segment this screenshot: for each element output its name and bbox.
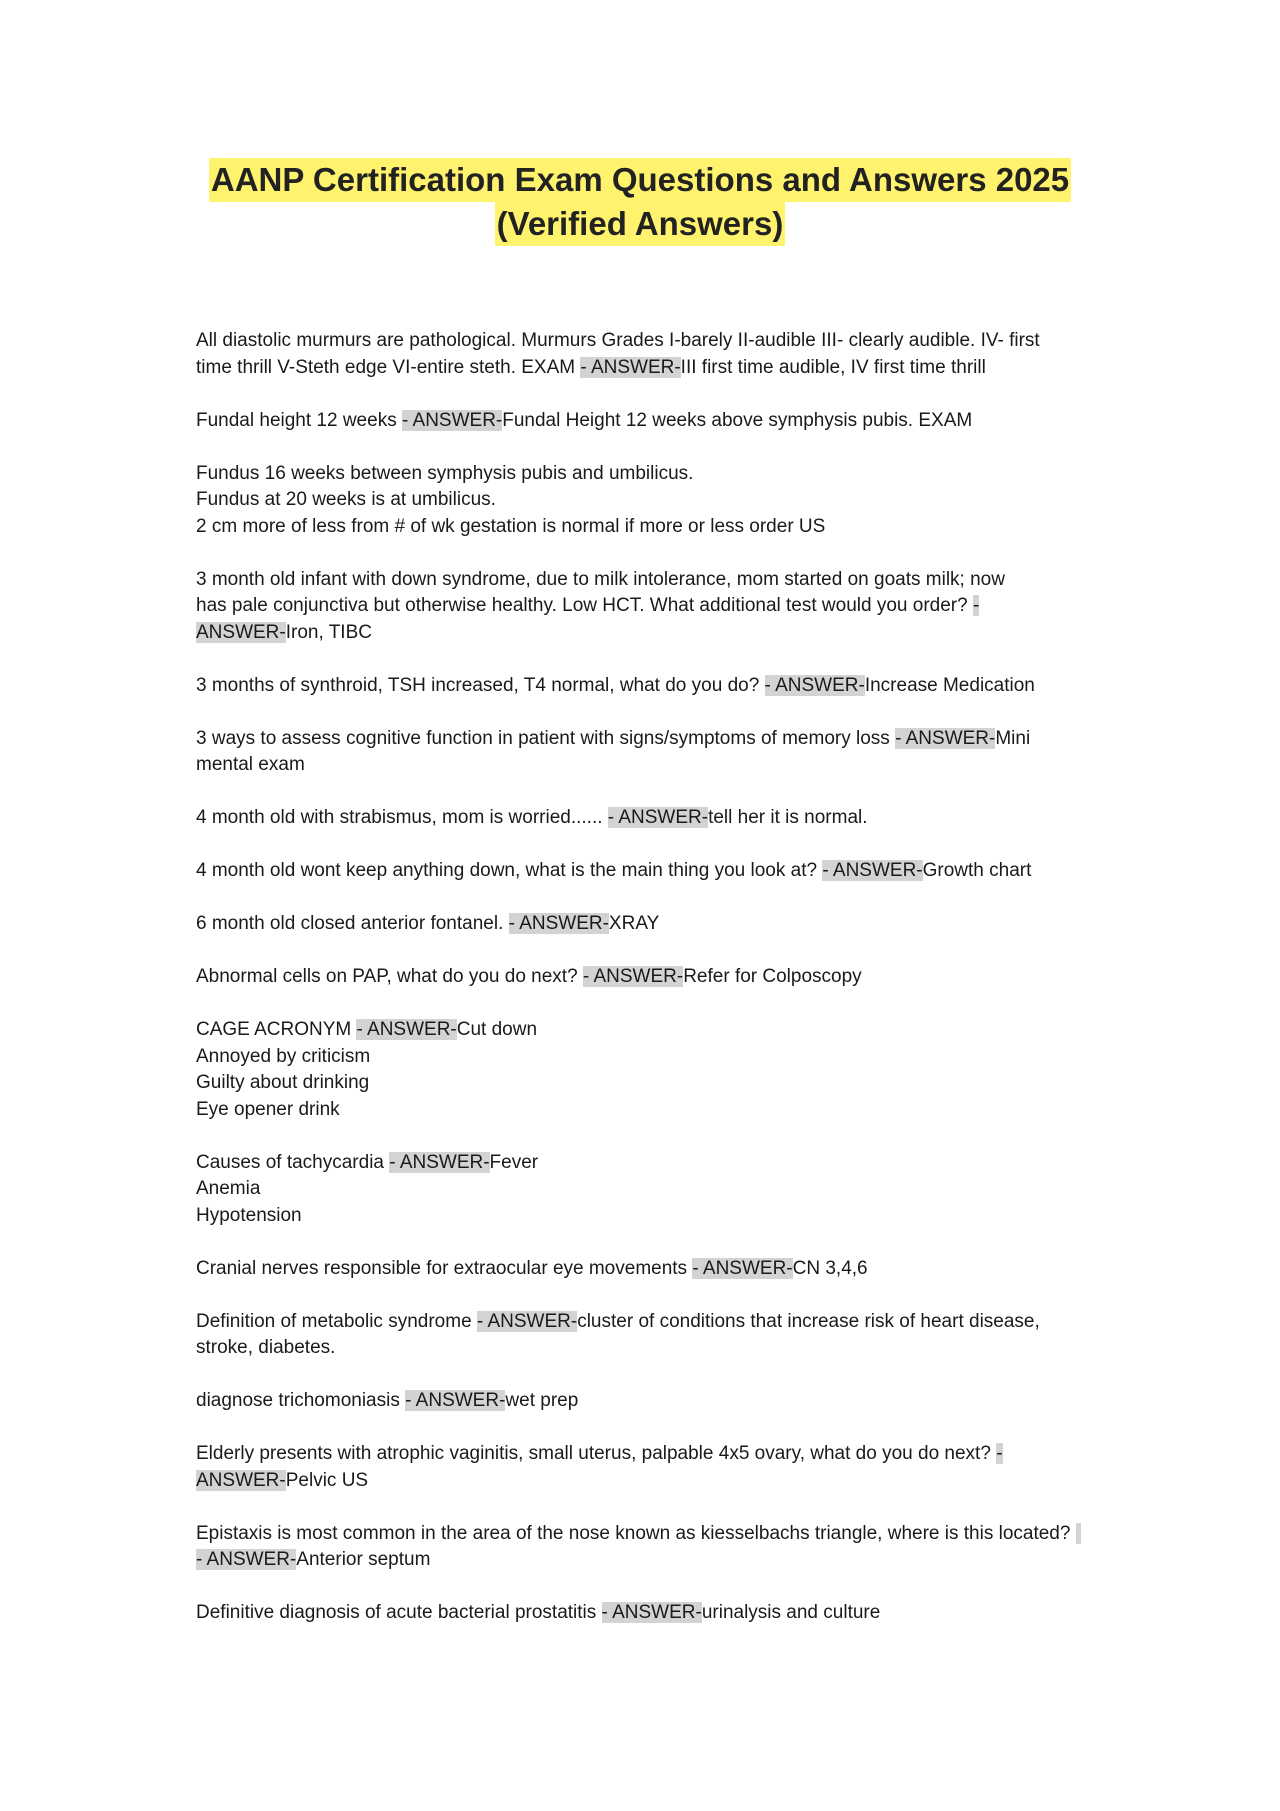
answer-text: Fever — [489, 1151, 539, 1173]
question-text: time thrill V-Steth edge VI-entire steth. EXAM — [196, 356, 581, 378]
qa-line — [196, 328, 1096, 355]
qa-line — [196, 1203, 1096, 1230]
question-text: diagnose trichomoniasis — [196, 1390, 406, 1411]
question-text: Epistaxis is most common in the area of the nose known as kiesselbachs triangle, where is this located? — [196, 1522, 1076, 1544]
question-text: Definitive diagnosis of acute bacterial prostatitis — [196, 1602, 602, 1623]
answer-text: Refer for Colposcopy — [683, 966, 862, 987]
answer-marker — [1076, 1523, 1081, 1544]
qa-line — [196, 487, 1096, 514]
qa-entry — [196, 858, 1096, 885]
qa-line — [196, 408, 1096, 435]
qa-line — [196, 805, 1096, 832]
answer-marker: - ANSWER- — [580, 356, 681, 378]
question-text: 2 cm more of less from # of wk gestation is normal if more or less order US — [196, 515, 826, 537]
answer-text: Hypotension — [196, 1204, 302, 1226]
qa-entry — [196, 1150, 1096, 1230]
qa-entry — [196, 1256, 1096, 1283]
question-text: 3 ways to assess cognitive function in patient with signs/symptoms of memory loss — [196, 727, 896, 749]
question-text: Causes of tachycardia — [196, 1151, 390, 1173]
answer-marker: - ANSWER- — [356, 1019, 457, 1040]
qa-line — [196, 1600, 1096, 1627]
qa-line — [196, 911, 1096, 938]
answer-text: CN 3,4,6 — [792, 1257, 868, 1279]
qa-line — [196, 858, 1096, 885]
answer-marker: - — [972, 595, 980, 616]
qa-entry — [196, 1521, 1096, 1574]
question-text: Elderly presents with atrophic vaginitis, small uterus, palpable 4x5 ovary, what do you do next? — [196, 1443, 997, 1464]
qa-line — [196, 1097, 1096, 1124]
answer-marker: - ANSWER- — [196, 1549, 297, 1570]
question-text: Cranial nerves responsible for extraocular eye movements — [196, 1257, 693, 1279]
qa-entry — [196, 964, 1096, 991]
qa-line — [196, 514, 1096, 541]
answer-text: Iron, TIBC — [285, 621, 372, 643]
qa-entry — [196, 1441, 1096, 1494]
question-text: 3 month old infant with down syndrome, due to milk intolerance, mom started on goats milk; now — [196, 568, 1005, 590]
question-text: 3 months of synthroid, TSH increased, T4 normal, what do you do? — [196, 674, 765, 696]
answer-marker: - ANSWER- — [601, 1602, 702, 1623]
answer-text: Eye opener drink — [196, 1098, 340, 1120]
qa-entry — [196, 1309, 1096, 1362]
qa-entry — [196, 408, 1096, 435]
qa-line — [196, 1150, 1096, 1177]
qa-entry — [196, 911, 1096, 938]
answer-text: urinalysis and culture — [701, 1602, 881, 1623]
qa-line — [196, 1521, 1096, 1548]
answer-text: cluster of conditions that increase risk of heart disease, — [577, 1310, 1040, 1332]
qa-line — [196, 567, 1096, 594]
answer-marker: - ANSWER- — [401, 409, 503, 431]
qa-line — [196, 1335, 1096, 1362]
qa-entry — [196, 328, 1096, 381]
qa-line — [196, 752, 1096, 779]
qa-entry — [196, 461, 1096, 541]
question-text: 4 month old wont keep anything down, what is the main thing you look at? — [196, 860, 823, 881]
question-text: Definition of metabolic syndrome — [196, 1310, 477, 1332]
qa-line — [196, 726, 1096, 753]
question-text: Fundus at 20 weeks is at umbilicus. — [196, 489, 496, 510]
answer-marker: ANSWER- — [196, 1469, 286, 1491]
answer-marker: - — [996, 1443, 1003, 1464]
qa-entry — [196, 1388, 1096, 1415]
qa-line — [196, 1441, 1096, 1468]
answer-marker: ANSWER- — [196, 621, 286, 643]
question-text: All diastolic murmurs are pathological. Murmurs Grades I-barely II-audible III- clearly audible. IV- first — [196, 330, 1040, 351]
answer-text: Anterior septum — [296, 1549, 431, 1570]
answer-text: Fundal Height 12 weeks above symphysis pubis. EXAM — [502, 409, 973, 431]
question-text: Fundal height 12 weeks — [196, 409, 402, 431]
answer-marker: - ANSWER- — [476, 1310, 578, 1332]
qa-entry — [196, 726, 1096, 779]
qa-entry — [196, 567, 1096, 647]
question-text: 4 month old with strabismus, mom is worried...... — [196, 807, 608, 828]
qa-line — [196, 1468, 1096, 1495]
answer-text: Increase Medication — [864, 674, 1035, 696]
answer-text: III first time audible, IV first time thrill — [680, 356, 986, 378]
answer-text: Growth chart — [922, 860, 1032, 881]
document-title — [0, 158, 1280, 246]
answer-text: Guilty about drinking — [196, 1072, 370, 1093]
qa-line — [196, 1070, 1096, 1097]
answer-text: Anemia — [196, 1178, 261, 1199]
qa-line — [196, 673, 1096, 700]
answer-text: Pelvic US — [285, 1469, 369, 1491]
qa-line — [196, 964, 1096, 991]
qa-line — [196, 1017, 1096, 1044]
title-line-2: (Verified Answers) — [495, 202, 786, 246]
qa-line — [196, 1256, 1096, 1283]
question-text: 6 month old closed anterior fontanel. — [196, 913, 509, 934]
answer-marker: - ANSWER- — [895, 727, 996, 749]
qa-entry — [196, 1017, 1096, 1123]
question-text: has pale conjunctiva but otherwise healthy. Low HCT. What additional test would you order? — [196, 595, 973, 616]
answer-text: tell her it is normal. — [708, 807, 868, 828]
question-text: CAGE ACRONYM — [196, 1019, 357, 1040]
qa-list — [196, 328, 1096, 1653]
qa-line — [196, 1176, 1096, 1203]
qa-line — [196, 1388, 1096, 1415]
qa-line — [196, 1044, 1096, 1071]
qa-line — [196, 1309, 1096, 1336]
answer-text: wet prep — [505, 1390, 579, 1411]
answer-marker: - ANSWER- — [405, 1390, 506, 1411]
qa-line — [196, 461, 1096, 488]
answer-marker: - ANSWER- — [607, 807, 709, 828]
qa-line — [196, 1547, 1096, 1574]
answer-text: XRAY — [608, 913, 660, 934]
qa-line — [196, 620, 1096, 647]
question-text: Fundus 16 weeks between symphysis pubis and umbilicus. — [196, 462, 694, 484]
answer-marker: - ANSWER- — [582, 966, 684, 987]
answer-text: Mini — [995, 727, 1031, 749]
qa-entry — [196, 673, 1096, 700]
qa-line — [196, 355, 1096, 382]
answer-marker: - ANSWER- — [822, 860, 923, 881]
answer-marker: - ANSWER- — [508, 913, 609, 934]
qa-entry — [196, 805, 1096, 832]
answer-marker: - ANSWER- — [692, 1257, 793, 1279]
qa-line — [196, 593, 1096, 620]
qa-entry — [196, 1600, 1096, 1627]
answer-text: mental exam — [196, 754, 305, 775]
answer-text: Annoyed by criticism — [196, 1045, 371, 1067]
answer-marker: - ANSWER- — [764, 674, 865, 696]
answer-marker: - ANSWER- — [389, 1151, 490, 1173]
question-text: Abnormal cells on PAP, what do you do next? — [196, 966, 583, 987]
answer-text: Cut down — [456, 1019, 538, 1040]
answer-text: stroke, diabetes. — [196, 1337, 336, 1358]
title-line-1: AANP Certification Exam Questions and Answers 2025 — [209, 158, 1071, 202]
